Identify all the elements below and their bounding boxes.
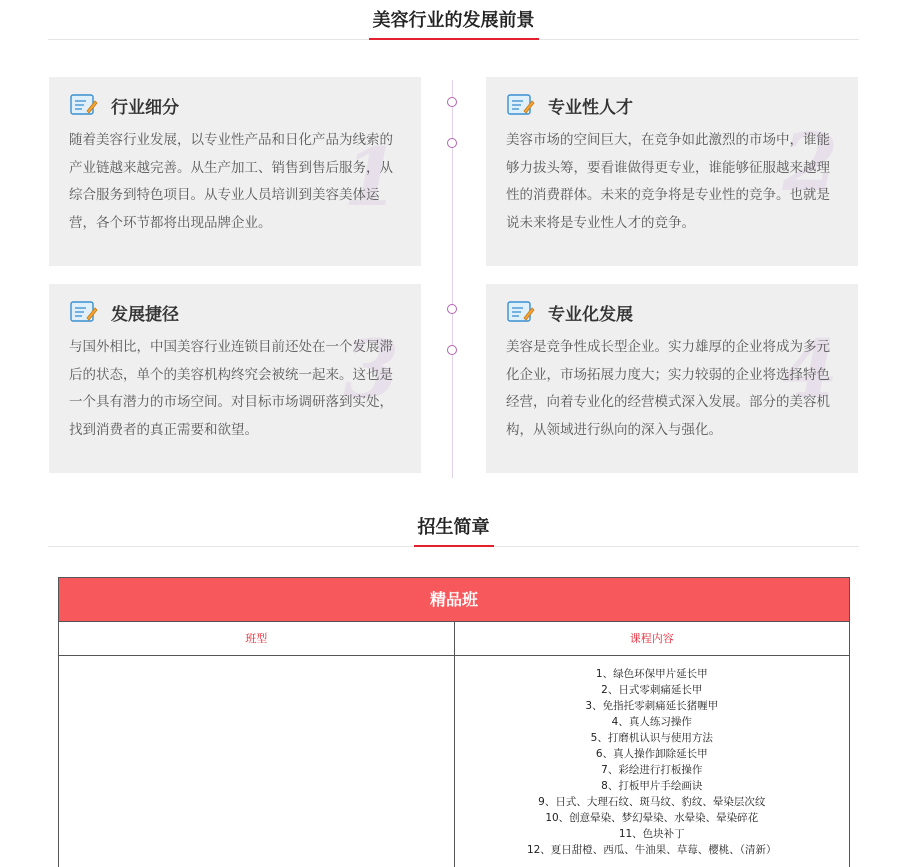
card-title: 发展捷径 xyxy=(111,304,179,325)
course-item: 7、彩绘进行打板操作 xyxy=(601,764,703,776)
card-industry-segmentation xyxy=(49,77,421,266)
card-number: 1 xyxy=(343,130,399,224)
timeline-dot xyxy=(447,138,457,148)
class-type-cell xyxy=(59,656,455,867)
course-item: 3、免指托零刺痛延长猪喱甲 xyxy=(585,700,719,712)
course-item: 9、日式、大理石纹、斑马纹、豹纹、晕染层次纹 xyxy=(538,796,766,808)
column-header-course-content: 课程内容 xyxy=(629,632,674,645)
table-header-row xyxy=(59,622,849,656)
prospects-title: 美容行业的发展前景 xyxy=(369,6,539,40)
notepad-icon xyxy=(506,299,536,325)
notepad-icon xyxy=(69,299,99,325)
column-header-class-type: 班型 xyxy=(59,622,455,655)
course-item: 4、真人练习操作 xyxy=(611,716,692,728)
course-content-cell xyxy=(455,656,850,867)
card-text: 美容是竞争性成长型企业。实力雄厚的企业将成为多元化企业，市场拓展力度大；实力较弱的企业将选择特色经营，向着专业化的经营模式深入发展。部分的美容机构，从领域进行纵向的深入与强化。 xyxy=(506,339,830,438)
card-number: 4 xyxy=(782,322,838,416)
card-title: 专业化发展 xyxy=(548,304,633,325)
enrollment-section-header xyxy=(48,513,859,547)
card-development-shortcut xyxy=(49,284,421,473)
course-item: 8、打板甲片手绘画诀 xyxy=(601,780,703,792)
timeline-dot xyxy=(447,97,457,107)
table-caption: 精品班 xyxy=(59,578,849,622)
card-number: 2 xyxy=(782,115,838,209)
course-item: 12、夏日甜橙、西瓜、牛油果、草莓、樱桃、（清新） xyxy=(526,844,777,856)
card-title: 行业细分 xyxy=(111,97,179,118)
course-item: 5、打磨机认识与使用方法 xyxy=(590,732,713,744)
card-number: 3 xyxy=(343,322,399,416)
course-table xyxy=(58,577,850,867)
course-item: 1、绿色环保甲片延长甲 xyxy=(595,668,708,680)
course-item: 2、日式零刺痛延长甲 xyxy=(601,684,703,696)
card-text: 随着美容行业发展，以专业性产品和日化产品为线索的产业链越来越完善。从生产加工、销售到售后服务，从综合服务到特色项目。从专业人员培训到美容美体运营，各个环节都将出现品牌企业。 xyxy=(69,132,393,231)
notepad-icon xyxy=(506,92,536,118)
notepad-icon xyxy=(69,92,99,118)
timeline-dot xyxy=(447,345,457,355)
card-text: 美容市场的空间巨大，在竞争如此激烈的市场中，谁能够力拔头筹，要看谁做得更专业，谁能够征服越来越理性的消费群体。未来的竞争将是专业性的竞争。也就是说未来将是专业性人才的竞争。 xyxy=(506,132,830,231)
card-title: 专业性人才 xyxy=(548,97,633,118)
course-item: 10、创意晕染、梦幻晕染、水晕染、晕染碎花 xyxy=(545,812,759,824)
course-item: 6、真人操作卸除延长甲 xyxy=(595,748,708,760)
enrollment-title: 招生简章 xyxy=(414,513,494,547)
card-professional-talent xyxy=(486,77,858,266)
card-text: 与国外相比，中国美容行业连锁目前还处在一个发展滞后的状态，单个的美容机构终究会被统一起来。这也是一个具有潜力的市场空间。对目标市场调研落到实处，找到消费者的真正需要和欲望。 xyxy=(69,339,393,438)
card-specialized-development xyxy=(486,284,858,473)
course-item: 11、色块补丁 xyxy=(618,828,685,840)
prospects-section-header xyxy=(48,6,859,40)
course-list xyxy=(455,656,850,858)
timeline-dot xyxy=(447,304,457,314)
table-row xyxy=(59,656,849,867)
